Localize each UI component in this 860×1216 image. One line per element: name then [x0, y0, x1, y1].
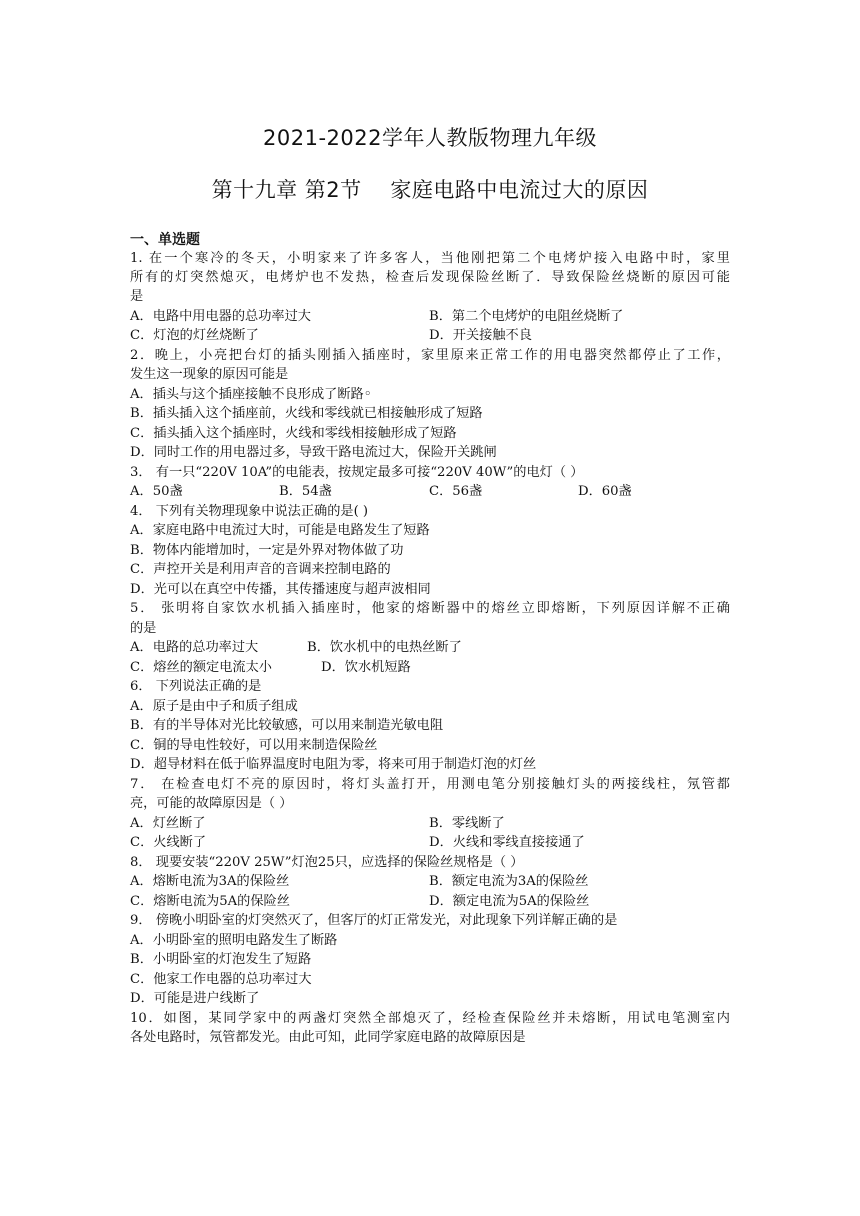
- question-8-option-d: D．额定电流为5A的保险丝: [429, 894, 590, 909]
- question-1-line-2: 所有的灯突然熄灭，电烤炉也不发热，检查后发现保险丝断了．导致保险丝烧断的原因可能: [130, 270, 730, 285]
- question-4-option-c: C．声控开关是利用声音的音调来控制电路的: [130, 562, 391, 577]
- question-1-option-b: B．第二个电烤炉的电阻丝烧断了: [429, 309, 624, 324]
- question-8-option-b: B．额定电流为3A的保险丝: [429, 874, 589, 889]
- question-2-option-a: A．插头与这个插座接触不良形成了断路◦: [130, 387, 372, 402]
- question-9-option-c: C．他家工作电器的总功率过大: [130, 972, 312, 987]
- question-10-line-1: 10．如图，某同学家中的两盏灯突然全部熄灭了，经检查保险丝并未熔断，用试电笔测室内: [130, 1011, 730, 1026]
- question-1-option-a: A．电路中用电器的总功率过大: [130, 309, 311, 324]
- document-title: 2021-2022学年人教版物理九年级: [263, 126, 597, 150]
- question-9-option-b: B．小明卧室的灯泡发生了短路: [130, 952, 312, 967]
- question-2-line-2: 发生这一现象的原因可能是: [130, 367, 289, 382]
- question-7-option-a: A．灯丝断了: [130, 816, 206, 831]
- question-2-option-d: D．同时工作的用电器过多，导致干路电流过大，保险开关跳闸: [130, 445, 497, 460]
- question-5-line-2: 的是: [130, 621, 157, 636]
- question-4-option-a: A．家庭电路中电流过大时，可能是电路发生了短路: [130, 523, 430, 538]
- question-1-option-c: C．灯泡的灯丝烧断了: [130, 328, 259, 343]
- question-8-line-1: 8． 现要安装“220V 25W”灯泡25只，应选择的保险丝规格是（ ）: [130, 855, 524, 870]
- question-4-option-b: B．物体内能增加时，一定是外界对物体做了功: [130, 543, 404, 558]
- question-6-option-c: C．铜的导电性较好，可以用来制造保险丝: [130, 738, 378, 753]
- question-5-option-b: B．饮水机中的电热丝断了: [307, 640, 462, 655]
- question-2-line-1: 2．晚上，小亮把台灯的插头刚插入插座时，家里原来正常工作的用电器突然都停止了工作，: [130, 348, 730, 363]
- question-9-option-a: A．小明卧室的照明电路发生了断路: [130, 933, 338, 948]
- question-2-option-c: C．插头插入这个插座时，火线和零线相接触形成了短路: [130, 426, 457, 441]
- question-1-line-3: 是: [130, 289, 144, 304]
- question-3-option-a: A．50盏: [130, 484, 183, 499]
- question-3-line-1: 3． 有一只“220V 10A”的电能表，按规定最多可接“220V 40W”的电灯（ ）: [130, 465, 584, 480]
- question-6-option-b: B．有的半导体对光比较敏感，可以用来制造光敏电阻: [130, 718, 444, 733]
- question-7-option-d: D．火线和零线直接接通了: [429, 835, 585, 850]
- question-2-option-b: B．插头插入这个插座前，火线和零线就已相接触形成了短路: [130, 406, 483, 421]
- question-3-option-d: D．60盏: [578, 484, 632, 499]
- question-5-line-1: 5． 张明将自家饮水机插入插座时，他家的熔断器中的熔丝立即熔断，下列原因详解不正确: [130, 601, 730, 616]
- question-8-option-c: C．熔断电流为5A的保险丝: [130, 894, 290, 909]
- question-9-option-d: D．可能是进户线断了: [130, 991, 260, 1006]
- section-heading: 一、单选题: [130, 232, 200, 248]
- question-3-option-c: C．56盏: [429, 484, 483, 499]
- question-5-option-c: C．熔丝的额定电流太小: [130, 660, 272, 675]
- question-9-line-1: 9． 傍晚小明卧室的灯突然灭了，但客厅的灯正常发光，对此现象下列详解正确的是: [130, 913, 618, 928]
- question-10-line-2: 各处电路时，氖管都发光。由此可知，此同学家庭电路的故障原因是: [130, 1030, 526, 1045]
- question-6-option-a: A．原子是由中子和质子组成: [130, 699, 298, 714]
- document-subtitle: 第十九章 第2节 家庭电路中电流过大的原因: [211, 178, 649, 202]
- question-7-line-1: 7． 在检查电灯不亮的原因时，将灯头盖打开，用测电笔分别接触灯头的两接线柱，氖管都: [130, 777, 730, 792]
- question-7-line-2: 亮，可能的故障原因是（ ）: [130, 796, 293, 811]
- question-5-option-a: A．电路的总功率过大: [130, 640, 259, 655]
- question-1-line-1: 1. 在一个寒冷的冬天，小明家来了许多客人，当他刚把第二个电烤炉接入电路中时，家里: [130, 251, 730, 266]
- question-7-option-c: C．火线断了: [130, 835, 207, 850]
- question-4-option-d: D．光可以在真空中传播，其传播速度与超声波相同: [130, 582, 431, 597]
- question-3-option-b: B．54盏: [279, 484, 332, 499]
- question-6-line-1: 6． 下列说法正确的是: [130, 679, 262, 694]
- question-7-option-b: B．零线断了: [429, 816, 505, 831]
- question-8-option-a: A．熔断电流为3A的保险丝: [130, 874, 290, 889]
- question-5-option-d: D．饮水机短路: [321, 660, 411, 675]
- question-1-option-d: D．开关接触不良: [429, 328, 532, 343]
- question-6-option-d: D．超导材料在低于临界温度时电阻为零，将来可用于制造灯泡的灯丝: [130, 757, 537, 772]
- question-4-line-1: 4． 下列有关物理现象中说法正确的是( ): [130, 504, 369, 519]
